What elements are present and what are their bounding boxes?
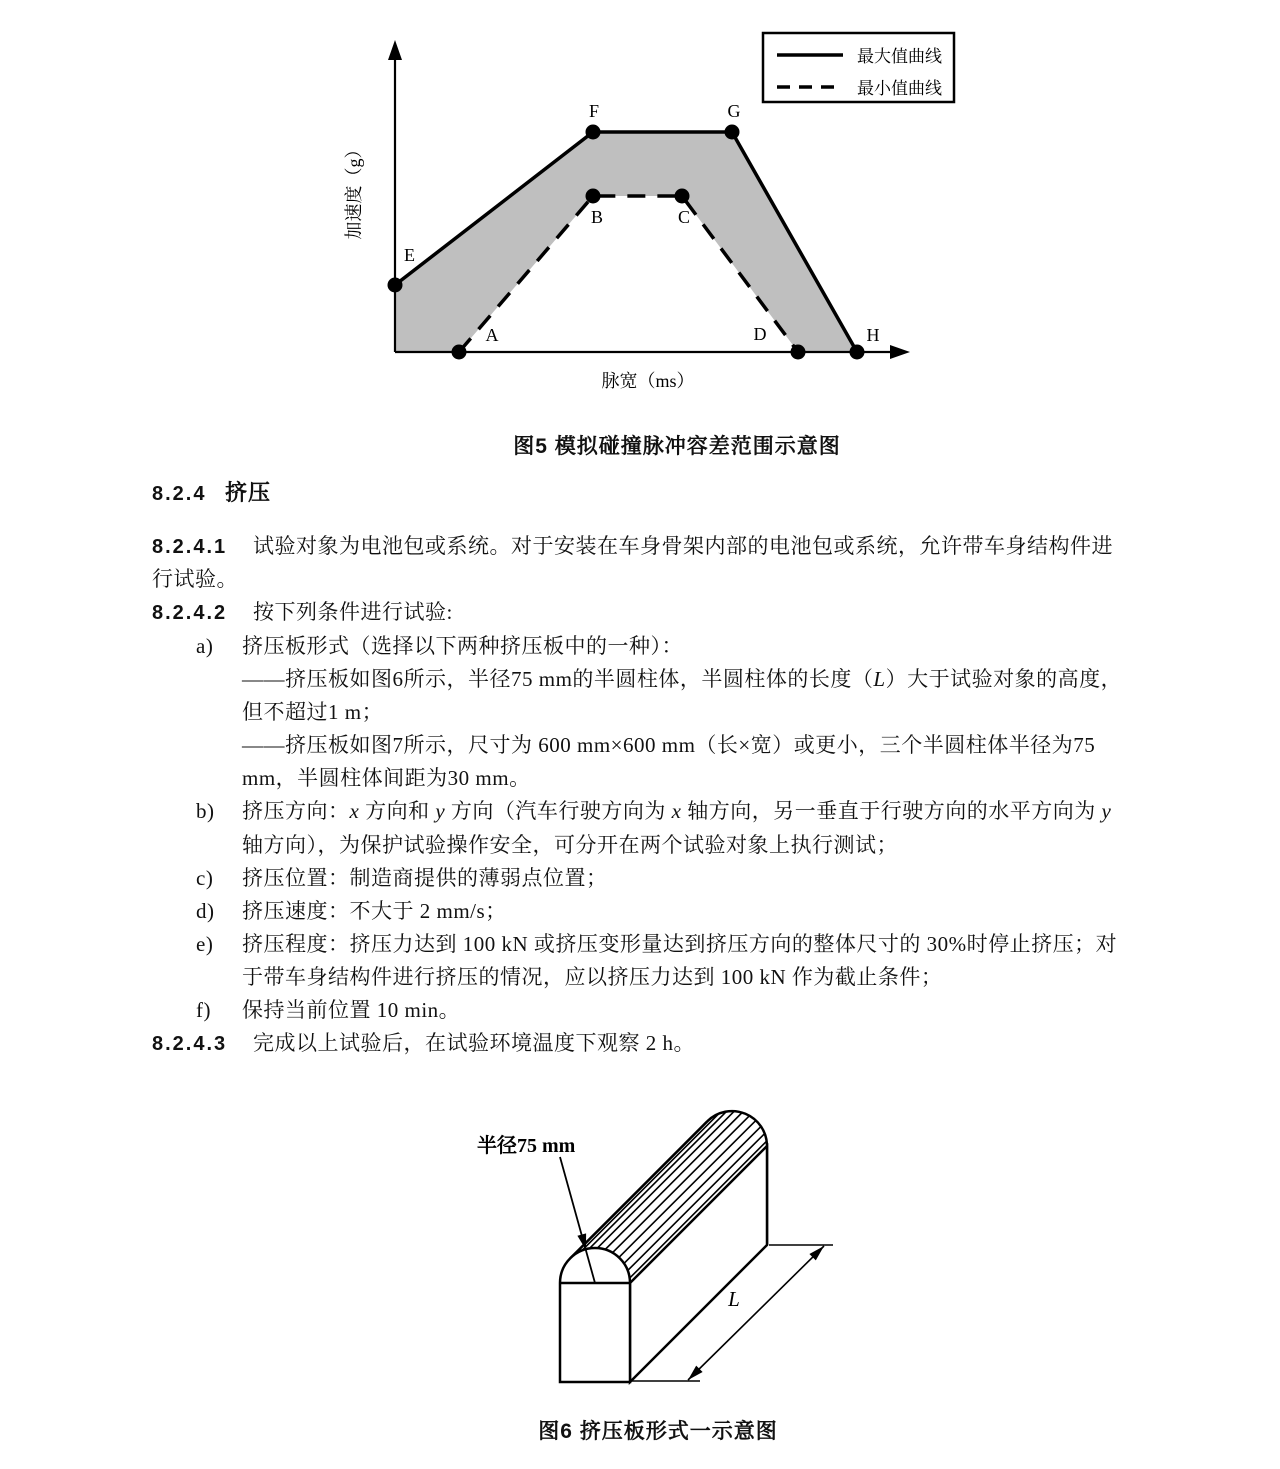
- point-A: [452, 345, 467, 360]
- list-item-text: 方向和: [359, 799, 436, 823]
- list-item-text: mm，半圆柱体间距为30 mm。: [242, 766, 531, 790]
- list-item-a-line5: [242, 763, 531, 793]
- list-item-text: 挤压位置：制造商提供的薄弱点位置；: [242, 866, 608, 890]
- variable-x: x: [671, 799, 682, 823]
- list-item-text: 保持当前位置 10 min。: [242, 998, 461, 1022]
- figure6-crush-plate-drawing: [477, 1111, 833, 1382]
- list-item-label: b): [196, 799, 215, 823]
- variable-y: y: [435, 799, 446, 823]
- label-H: H: [866, 325, 880, 345]
- y-axis-title: 加速度（g）: [344, 140, 364, 240]
- x-axis-title: 脉宽（ms）: [601, 371, 695, 391]
- list-item-a-line4: [242, 730, 1095, 760]
- figure6-caption: 图6 挤压板形式一示意图: [538, 1420, 778, 1443]
- list-item-text: 于带车身结构件进行挤压的情况，应以挤压力达到 100 kN 作为截止条件；: [242, 965, 943, 989]
- list-item-label: f): [196, 998, 211, 1022]
- list-item-label: c): [196, 866, 214, 890]
- label-E: E: [404, 245, 415, 265]
- list-item-text: ）大于试验对象的高度，: [885, 667, 1123, 691]
- paragraph-text: 按下列条件进行试验:: [253, 600, 453, 624]
- list-item-text: 挤压速度：不大于 2 mm/s；: [242, 899, 507, 923]
- point-H: [850, 345, 865, 360]
- length-label: L: [728, 1287, 740, 1311]
- list-item-text: 但不超过1 m；: [242, 700, 384, 724]
- label-B: B: [590, 207, 604, 227]
- list-item-text: 挤压方向：: [242, 799, 350, 823]
- list-item-text: 挤压板形式（选择以下两种挤压板中的一种）：: [242, 634, 683, 658]
- point-B: [586, 189, 601, 204]
- section-heading: [152, 478, 271, 508]
- point-D: [791, 345, 806, 360]
- paragraph-text: 完成以上试验后，在试验环境温度下观察 2 h。: [253, 1031, 695, 1055]
- x-axis-arrow-icon: [890, 345, 910, 359]
- list-item-text: 轴方向），为保护试验操作安全，可分开在两个试验对象上执行测试；: [242, 833, 898, 857]
- point-G: [725, 125, 740, 140]
- paragraph-text: 试验对象为电池包或系统。对于安装在车身骨架内部的电池包或系统，允许带车身结构件进: [253, 534, 1113, 558]
- list-item-text: ——挤压板如图6所示，半径75 mm的半圆柱体，半圆柱体的长度（: [242, 667, 874, 691]
- clause-number: 8.2.4.3: [152, 1033, 228, 1055]
- label-F: F: [588, 101, 600, 121]
- label-D: D: [753, 324, 767, 344]
- legend-min-label: 最小值曲线: [857, 79, 942, 98]
- paragraph-8242: [152, 597, 453, 627]
- tolerance-band-fill: [395, 132, 857, 352]
- point-F: [586, 125, 601, 140]
- clause-number: 8.2.4: [152, 483, 207, 505]
- point-C: [675, 189, 690, 204]
- list-item-a-line2: [242, 664, 1122, 694]
- paragraph-8241-line2: [152, 564, 238, 594]
- variable-x: x: [349, 799, 360, 823]
- list-item-text: 方向（汽车行驶方向为: [445, 799, 672, 823]
- legend: [763, 33, 954, 102]
- list-item-a-line1: [196, 631, 683, 661]
- list-item-e-line1: [196, 929, 1117, 959]
- list-item-b-line2: [242, 830, 898, 860]
- list-item-text: 轴方向，另一垂直于行驶方向的水平方向为: [681, 799, 1102, 823]
- radius-label: 半径75 mm: [477, 1135, 576, 1157]
- front-face: [560, 1248, 630, 1382]
- clause-number: 8.2.4.1: [152, 536, 228, 558]
- variable-y: y: [1101, 799, 1112, 823]
- list-item-c: [196, 863, 608, 893]
- paragraph-8243: [152, 1028, 695, 1058]
- list-item-text: 挤压程度：挤压力达到 100 kN 或挤压变形量达到挤压方向的整体尺寸的 30%时停止挤压；对: [242, 932, 1118, 956]
- paragraph-text: 行试验。: [152, 567, 238, 591]
- label-C: C: [677, 207, 691, 227]
- list-item-label: e): [196, 932, 214, 956]
- list-item-f: [196, 995, 460, 1025]
- section-heading-title: 挤压: [225, 480, 272, 505]
- y-axis-arrow-icon: [388, 40, 402, 60]
- variable-L: L: [873, 667, 886, 691]
- clause-number: 8.2.4.2: [152, 602, 228, 624]
- label-G: G: [727, 101, 741, 121]
- list-item-d: [196, 896, 507, 926]
- figure5-tolerance-diagram: [344, 33, 954, 391]
- legend-max-label: 最大值曲线: [857, 47, 942, 66]
- list-item-b-line1: [196, 796, 1111, 826]
- paragraph-8241-line1: [152, 531, 1113, 561]
- list-item-label: d): [196, 899, 215, 923]
- list-item-label: a): [196, 634, 214, 658]
- label-A: A: [485, 325, 499, 345]
- point-E: [388, 278, 403, 293]
- list-item-a-line3: [242, 697, 383, 727]
- figure5-caption: 图5 模拟碰撞脉冲容差范围示意图: [513, 435, 841, 458]
- list-item-e-line2: [242, 962, 942, 992]
- list-item-text: ——挤压板如图7所示，尺寸为 600 mm×600 mm（长×宽）或更小，三个半圆柱体半径为75: [242, 733, 1096, 757]
